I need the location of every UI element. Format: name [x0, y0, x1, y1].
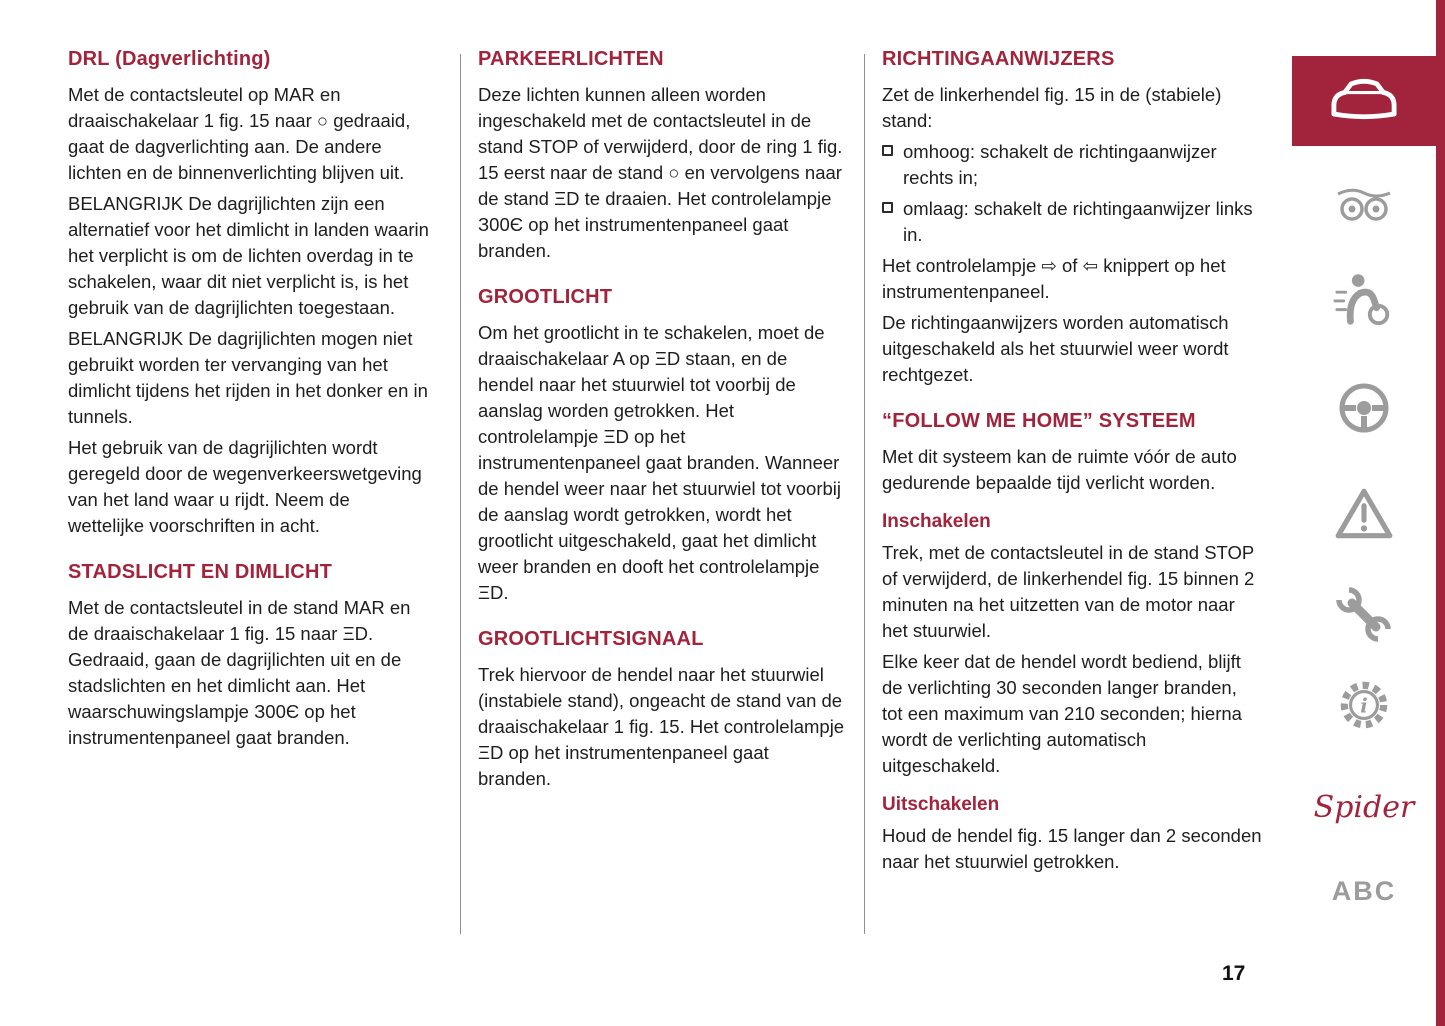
- paragraph: De richtingaanwijzers worden automatisch uitgeschakeld als het stuurwiel weer wordt rechtgezet.: [882, 312, 1229, 385]
- paragraph: Trek, met de contactsleutel in de stand STOP of verwijderd, de linkerhendel fig. 15 binnen 2 minuten na het uitzetten van de motor naar het stuurwiel.: [882, 542, 1255, 641]
- paragraph: Het controlelampje ⇨ of ⇦ knippert op het instrumentenpaneel.: [882, 255, 1226, 302]
- page-number: 17: [1222, 962, 1246, 985]
- paragraph: Trek hiervoor de hendel naar het stuurwiel (instabiele stand), ongeacht de stand van de draaischakelaar 1 fig. 15. Het controlelampje ΞD op het instrumentenpaneel gaat branden.: [478, 664, 845, 789]
- spider-logo: Spider: [1313, 790, 1415, 825]
- subheading-inschakelen: Inschakelen: [882, 511, 991, 532]
- paragraph: Deze lichten kunnen alleen worden ingeschakeld met de contactsleutel in de stand STOP of verwijderd, door de ring 1 fig. 15 eerst naar de stand ○ en vervolgens naar de stand ΞD te draaien. Het controlelampje З00Є op het instrumentenpaneel gaat branden.: [478, 84, 843, 261]
- paragraph: BELANGRIJK De dagrijlichten mogen niet gebruikt worden ter vervanging van het dimlicht tijdens het rijden in het donker en in tunnels.: [68, 328, 428, 427]
- column-divider: [864, 54, 865, 934]
- section-heading-drl: DRL (Dagverlichting): [68, 48, 271, 70]
- wrench-icon[interactable]: [1292, 586, 1436, 644]
- paragraph: Het gebruik van de dagrijlichten wordt geregeld door de wegenverkeerswetgeving van het land waar u rijdt. Neem de wettelijke voorschriften in acht.: [68, 437, 422, 536]
- section-heading-grootlicht: GROOTLICHT: [478, 286, 613, 308]
- paragraph: Met de contactsleutel op MAR en draaischakelaar 1 fig. 15 naar ○ gedraaid, gaat de dagverlichting aan. De andere lichten en de binnenverlichting blijven uit.: [68, 84, 411, 183]
- column-lichten: [478, 48, 846, 797]
- paragraph: Elke keer dat de hendel wordt bediend, blijft de verlichting 30 seconden langer branden, tot een maximum van 210 seconden; hierna wordt de verlichting automatisch uitgeschakeld.: [882, 651, 1242, 776]
- page-edge-strip: [1436, 0, 1445, 1026]
- column-divider: [460, 54, 461, 934]
- paragraph: BELANGRIJK De dagrijlichten zijn een alternatief voor het dimlicht in landen waarin het verplicht is om de lichten overdag in te schakelen, waar dit niet verplicht is, is het gebruik van de dagrijlichten toegestaan.: [68, 193, 429, 318]
- active-chapter-tab[interactable]: [1292, 56, 1436, 146]
- column-richtingaanwijzers: [882, 48, 1262, 880]
- square-bullet-icon: [882, 145, 893, 156]
- headlights-icon[interactable]: [1292, 182, 1436, 226]
- section-heading-richtingaanwijzers: RICHTINGAANWIJZERS: [882, 48, 1115, 70]
- warning-triangle-icon[interactable]: [1292, 486, 1436, 542]
- airbag-person-icon[interactable]: [1292, 270, 1436, 326]
- square-bullet-icon: [882, 202, 893, 213]
- gear-info-icon[interactable]: [1292, 676, 1436, 734]
- column-drl: [68, 48, 430, 756]
- list-item-text: omhoog: schakelt de richtingaanwijzer rechts in;: [903, 141, 1217, 188]
- section-heading-parkeerlichten: PARKEERLICHTEN: [478, 48, 664, 70]
- list-item: [882, 196, 1262, 248]
- paragraph: Om het grootlicht in te schakelen, moet de draaischakelaar A op ΞD staan, en de hendel naar het stuurwiel tot voorbij de aanslag worden getrokken. Het controlelampje ΞD op het instrumentenpaneel gaat branden. Wanneer de hendel weer naar het stuurwiel tot voorbij de aanslag wordt getrokken, wordt het grootlicht uitgeschakeld, gaat het dimlicht weer branden en dooft het controlelampje ΞD.: [478, 322, 842, 603]
- paragraph: Zet de linkerhendel fig. 15 in de (stabiele) stand:: [882, 84, 1222, 131]
- paragraph: Houd de hendel fig. 15 langer dan 2 seconden naar het stuurwiel getrokken.: [882, 825, 1262, 872]
- list-item: [882, 139, 1262, 191]
- index-tab-abc[interactable]: ABC: [1331, 876, 1397, 906]
- chapter-tab-sidebar: [1280, 0, 1445, 1026]
- car-front-icon: [1321, 73, 1407, 130]
- subheading-uitschakelen: Uitschakelen: [882, 794, 1000, 815]
- steering-wheel-icon[interactable]: [1292, 380, 1436, 436]
- info-letter: i: [1360, 694, 1368, 718]
- list-item-text: omlaag: schakelt de richtingaanwijzer links in.: [903, 198, 1253, 245]
- section-heading-grootlichtsignaal: GROOTLICHTSIGNAAL: [478, 628, 704, 650]
- paragraph: Met de contactsleutel in de stand MAR en de draaischakelaar 1 fig. 15 naar ΞD. Gedraaid, gaan de dagrijlichten uit en de stadslichten en het dimlicht aan. Het waarschuwingslampje З00Є op het instrumentenpaneel gaat branden.: [68, 597, 411, 748]
- paragraph: Met dit systeem kan de ruimte vóór de auto gedurende bepaalde tijd verlicht worden.: [882, 446, 1237, 493]
- section-heading-follow-me-home: “FOLLOW ME HOME” SYSTEEM: [882, 410, 1196, 432]
- section-heading-stadslicht: STADSLICHT EN DIMLICHT: [68, 561, 333, 583]
